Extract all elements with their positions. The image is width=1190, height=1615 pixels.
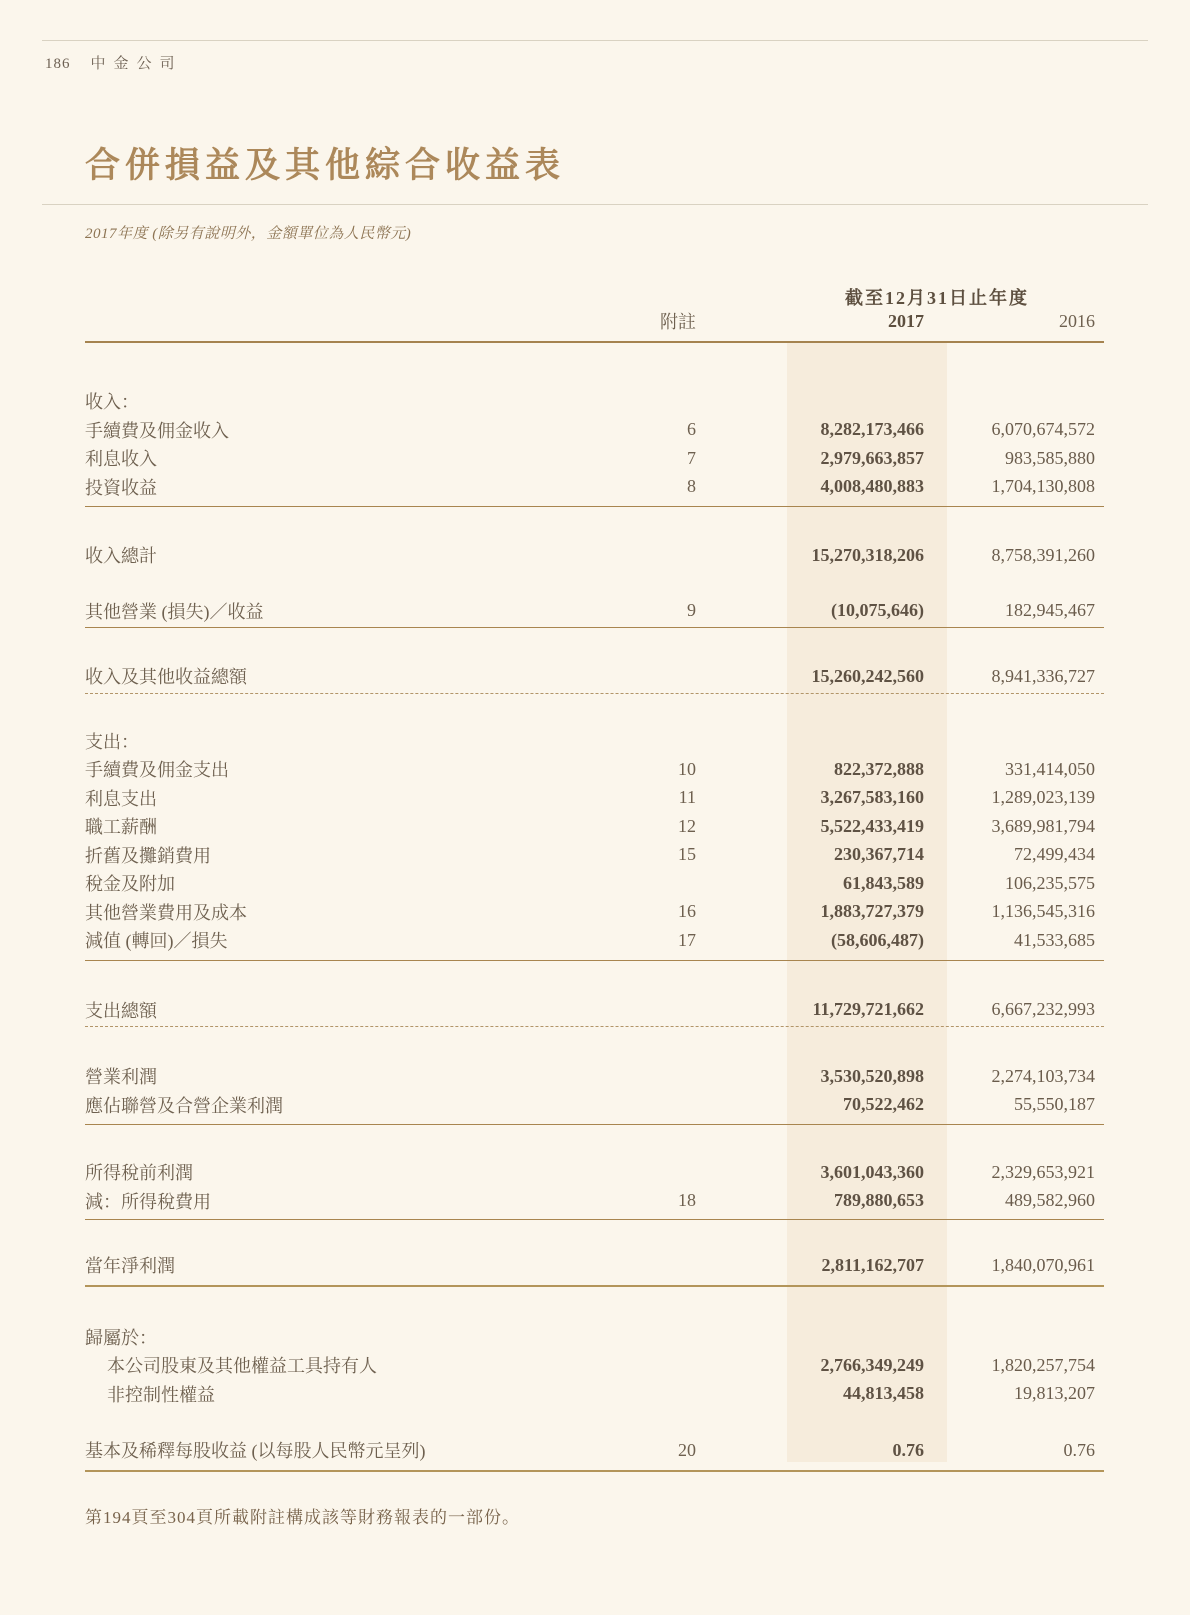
- row-note: 12: [678, 815, 696, 836]
- row-value-2016: 6,667,232,993: [991, 999, 1095, 1020]
- row-value-2016: 6,070,674,572: [991, 419, 1095, 440]
- table-row: [85, 1091, 1104, 1120]
- table-column-headers: [85, 306, 1104, 336]
- row-value-2017: 15,270,318,206: [811, 544, 924, 565]
- row-value-2016: 55,550,187: [1014, 1094, 1095, 1115]
- row-value-2016: 3,689,981,794: [991, 815, 1095, 836]
- row-value-2017: 70,522,462: [843, 1094, 924, 1115]
- table-row: [85, 784, 1104, 813]
- row-label: 收入：: [85, 392, 139, 413]
- table-row: [85, 1251, 1104, 1280]
- row-value-2016: 72,499,434: [1014, 844, 1095, 865]
- row-value-2017: (10,075,646): [831, 600, 924, 621]
- row-value-2016: 19,813,207: [1014, 1383, 1095, 1404]
- row-gap: [85, 1027, 1104, 1062]
- row-value-2016: 2,274,103,734: [991, 1065, 1095, 1086]
- row-note: 8: [687, 476, 696, 497]
- row-label: 利息收入: [85, 449, 157, 470]
- row-value-2016: 1,820,257,754: [991, 1354, 1095, 1375]
- row-value-2017: 8,282,173,466: [820, 419, 924, 440]
- top-divider: [42, 40, 1148, 41]
- row-value-2017: 1,883,727,379: [820, 901, 924, 922]
- row-value-2017: 789,880,653: [834, 1190, 924, 1211]
- table-row: [85, 444, 1104, 473]
- row-gap: [85, 628, 1104, 662]
- row-value-2016: 182,945,467: [1005, 600, 1095, 621]
- statement-subtitle: 2017年度 (除另有說明外，金額單位為人民幣元): [85, 226, 412, 242]
- title-divider: [42, 204, 1148, 205]
- table-row: [85, 812, 1104, 841]
- row-label: 投資收益: [85, 477, 157, 498]
- row-value-2016: 0.76: [1063, 1439, 1095, 1460]
- table-row: [85, 416, 1104, 445]
- table-row: [85, 1436, 1104, 1465]
- table-row: [85, 1062, 1104, 1091]
- table-row: [85, 473, 1104, 502]
- running-header: [45, 52, 183, 73]
- row-value-2016: 331,414,050: [1005, 758, 1095, 779]
- row-value-2016: 8,941,336,727: [991, 665, 1095, 686]
- row-label: 稅金及附加: [85, 874, 175, 895]
- row-label: 利息支出: [85, 788, 157, 809]
- table-row: [85, 1158, 1104, 1187]
- row-label: 基本及稀釋每股收益 (以每股人民幣元呈列): [85, 1441, 426, 1462]
- column-header-2017: 2017: [888, 310, 924, 331]
- row-label: 職工薪酬: [85, 817, 157, 838]
- row-gap: [85, 694, 1104, 727]
- table-row: [85, 1380, 1104, 1409]
- table-row: [85, 597, 1104, 626]
- row-value-2016: 1,840,070,961: [991, 1254, 1095, 1275]
- row-value-2017: 2,766,349,249: [820, 1354, 924, 1375]
- table-row: [85, 1187, 1104, 1216]
- row-value-2016: 8,758,391,260: [991, 544, 1095, 565]
- row-value-2017: 11,729,721,662: [812, 999, 924, 1020]
- row-gap: [85, 1125, 1104, 1158]
- table-rule-thick: [85, 1470, 1104, 1472]
- row-gap: [85, 507, 1104, 541]
- row-label: 其他營業費用及成本: [85, 902, 247, 923]
- row-value-2017: (58,606,487): [831, 929, 924, 950]
- row-note: 11: [678, 787, 696, 808]
- row-label: 收入及其他收益總額: [85, 667, 247, 688]
- row-value-2016: 489,582,960: [1005, 1190, 1095, 1211]
- row-label: 歸屬於：: [85, 1327, 157, 1348]
- page-number: 186: [45, 56, 71, 72]
- row-label: 非控制性權益: [107, 1384, 215, 1405]
- row-value-2017: 2,811,162,707: [821, 1254, 924, 1275]
- row-note: 6: [687, 419, 696, 440]
- row-value-2016: 983,585,880: [1005, 447, 1095, 468]
- row-value-2017: 4,008,480,883: [820, 476, 924, 497]
- row-value-2017: 822,372,888: [834, 758, 924, 779]
- row-value-2017: 44,813,458: [843, 1383, 924, 1404]
- row-value-2017: 3,267,583,160: [820, 787, 924, 808]
- row-note: 7: [687, 447, 696, 468]
- row-note: 16: [678, 901, 696, 922]
- row-label: 手續費及佣金支出: [85, 760, 229, 781]
- row-label: 減：所得稅費用: [85, 1191, 211, 1212]
- table-row: [85, 662, 1104, 691]
- row-note: 10: [678, 758, 696, 779]
- column-header-2016: 2016: [1059, 310, 1095, 331]
- row-label: 折舊及攤銷費用: [85, 845, 211, 866]
- table-row: [85, 926, 1104, 955]
- row-value-2016: 106,235,575: [1005, 872, 1095, 893]
- column-header-notes: 附註: [660, 312, 696, 332]
- section-row: [85, 727, 1104, 756]
- row-label: 應佔聯營及合營企業利潤: [85, 1095, 283, 1116]
- row-label: 減值 (轉回)／損失: [85, 931, 228, 952]
- section-row: [85, 1323, 1104, 1352]
- row-value-2017: 61,843,589: [843, 872, 924, 893]
- row-gap: [85, 1287, 1104, 1323]
- row-label: 支出總額: [85, 1000, 157, 1021]
- row-label: 所得稅前利潤: [85, 1163, 193, 1184]
- statement-table: [85, 341, 1104, 1472]
- page-title: 合併損益及其他綜合收益表: [85, 146, 566, 185]
- table-row: [85, 541, 1104, 570]
- row-value-2017: 3,601,043,360: [820, 1161, 924, 1182]
- row-value-2016: 1,289,023,139: [991, 787, 1095, 808]
- row-label: 其他營業 (損失)／收益: [85, 601, 264, 622]
- table-row: [85, 898, 1104, 927]
- row-label: 本公司股東及其他權益工具持有人: [107, 1356, 377, 1377]
- row-value-2017: 3,530,520,898: [820, 1065, 924, 1086]
- row-label: 當年淨利潤: [85, 1256, 175, 1277]
- table-row: [85, 841, 1104, 870]
- table-row: [85, 1351, 1104, 1380]
- row-note: 9: [687, 600, 696, 621]
- row-value-2016: 1,136,545,316: [991, 901, 1095, 922]
- row-value-2017: 5,522,433,419: [820, 815, 924, 836]
- row-label: 支出：: [85, 731, 139, 752]
- row-gap: [85, 961, 1104, 996]
- row-gap: [85, 343, 1104, 387]
- row-gap: [85, 1408, 1104, 1436]
- row-value-2016: 2,329,653,921: [991, 1161, 1095, 1182]
- row-label: 收入總計: [85, 546, 157, 567]
- row-label: 手續費及佣金收入: [85, 420, 229, 441]
- table-row: [85, 869, 1104, 898]
- table-row: [85, 755, 1104, 784]
- footnote: 第194頁至304頁所載附註構成該等財務報表的一部份。: [85, 1508, 520, 1527]
- row-gap: [85, 570, 1104, 597]
- row-label: 營業利潤: [85, 1067, 157, 1088]
- statement-rows: [85, 343, 1104, 1472]
- row-note: 20: [678, 1439, 696, 1460]
- section-row: [85, 387, 1104, 416]
- row-note: 17: [678, 929, 696, 950]
- row-gap: [85, 1220, 1104, 1251]
- row-value-2016: 41,533,685: [1014, 929, 1095, 950]
- row-note: 15: [678, 844, 696, 865]
- row-value-2017: 0.76: [892, 1439, 924, 1460]
- table-row: [85, 996, 1104, 1025]
- row-value-2017: 15,260,242,560: [811, 665, 924, 686]
- row-value-2017: 2,979,663,857: [820, 447, 924, 468]
- company-name: 中金公司: [90, 56, 183, 72]
- row-value-2016: 1,704,130,808: [991, 476, 1095, 497]
- period-header: 截至12月31日止年度: [845, 288, 1029, 308]
- row-value-2017: 230,367,714: [834, 844, 924, 865]
- row-note: 18: [678, 1190, 696, 1211]
